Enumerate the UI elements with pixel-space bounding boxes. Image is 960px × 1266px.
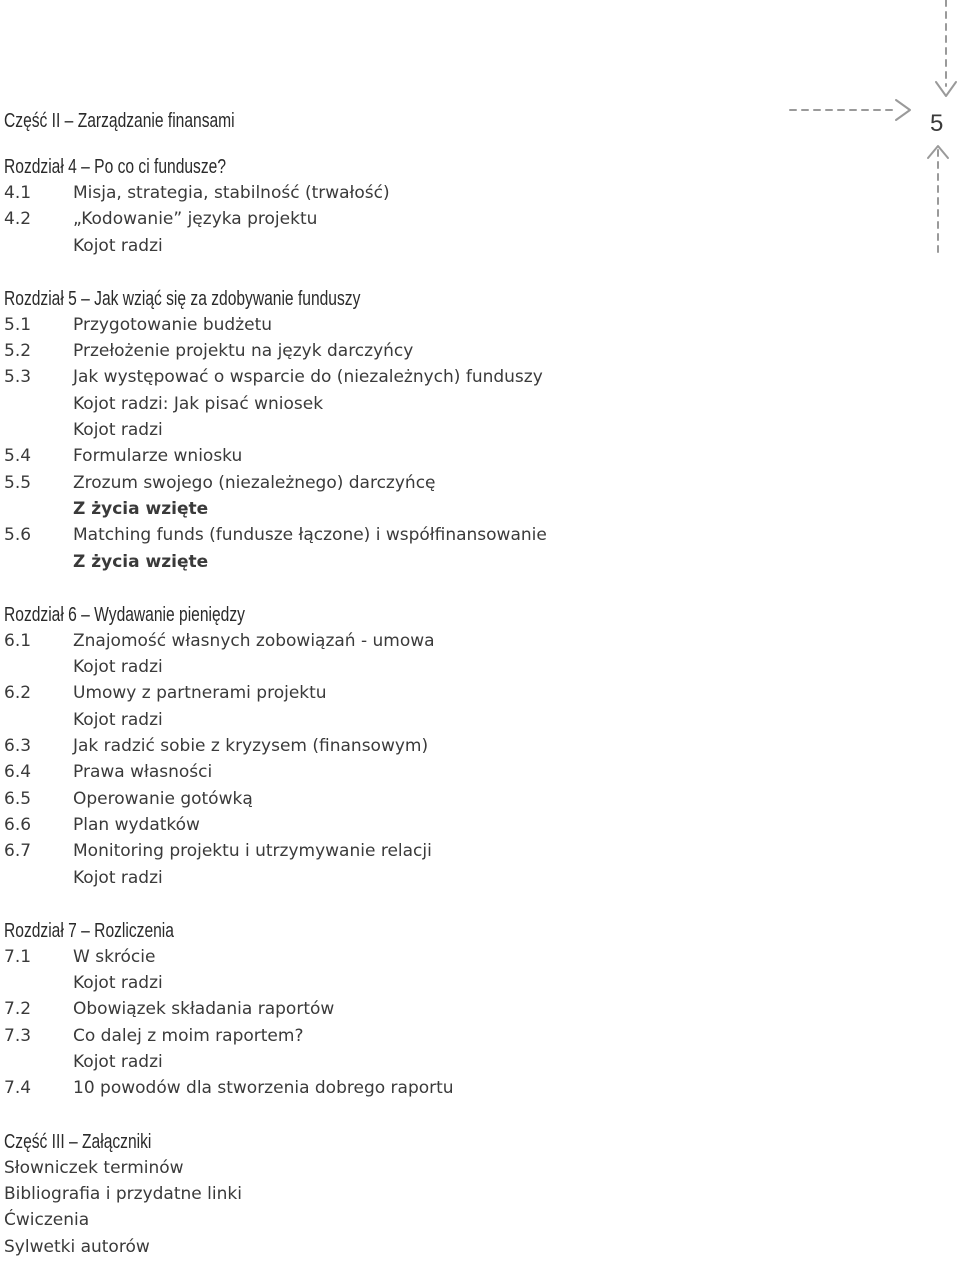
page-number: 5 xyxy=(930,110,944,137)
entry-title: Kojot radzi xyxy=(73,973,163,994)
entry-number: 5.3 xyxy=(4,367,32,388)
entry-number xyxy=(4,970,73,996)
toc-entry-4-kojot[interactable] xyxy=(4,233,764,259)
toc-entry-5-4[interactable] xyxy=(4,443,764,469)
entry-title: Misja, strategia, stabilność (trwałość) xyxy=(73,183,390,203)
entry-title: 10 powodów dla stworzenia dobrego raportu xyxy=(73,1078,454,1099)
part-3-title: Część III – Załączniki xyxy=(4,1130,152,1153)
entry-title: Co dalej z moim raportem? xyxy=(73,1025,304,1046)
entry-title: Znajomość własnych zobowiązań - umowa xyxy=(73,630,435,651)
dashed-arrow-right-icon xyxy=(896,100,910,120)
toc-entry-7-4[interactable] xyxy=(4,1075,764,1101)
chapter-7-section xyxy=(4,918,764,1102)
entry-number: 5.6 xyxy=(4,525,32,546)
chapter-6-section xyxy=(4,602,764,891)
entry-number: 7.1 xyxy=(4,946,32,967)
entry-number xyxy=(4,233,73,259)
toc-entry-sylwetki[interactable]: Sylwetki autorów xyxy=(4,1236,150,1257)
toc-entry-6-5[interactable] xyxy=(4,786,764,812)
entry-title: Kojot radzi xyxy=(73,657,163,678)
entry-title: Zrozum swojego (niezależnego) darczyńcę xyxy=(73,472,436,493)
toc-entry-6-7[interactable] xyxy=(4,838,764,864)
chapter-4-section xyxy=(4,154,764,259)
toc-entry-5-6-zycia[interactable] xyxy=(4,549,764,575)
table-of-contents xyxy=(4,108,764,1260)
entry-number xyxy=(4,391,73,417)
entry-title: Przełożenie projektu na język darczyńcy xyxy=(73,341,414,362)
entry-title: Kojot radzi xyxy=(73,235,163,256)
toc-entry-7-3-kojot[interactable] xyxy=(4,1049,764,1075)
toc-entry-6-7-kojot[interactable] xyxy=(4,865,764,891)
entry-number: 4.2 xyxy=(4,209,32,230)
entry-number xyxy=(4,1049,73,1075)
toc-entry-6-3[interactable] xyxy=(4,733,764,759)
entry-number xyxy=(4,417,73,443)
entry-number xyxy=(4,654,73,680)
toc-entry-5-5[interactable] xyxy=(4,470,764,496)
entry-number: 6.3 xyxy=(4,736,32,757)
toc-entry-5-3-kojot[interactable] xyxy=(4,417,764,443)
toc-entry-cwiczenia[interactable]: Ćwiczenia xyxy=(4,1210,90,1231)
entry-title: Operowanie gotówką xyxy=(73,788,253,809)
part-2-title: Część II – Zarządzanie finansami xyxy=(4,110,235,132)
part-3-section xyxy=(4,1129,764,1260)
entry-title: Prawa własności xyxy=(73,762,213,783)
toc-entry-7-1-kojot[interactable] xyxy=(4,970,764,996)
toc-entry-7-2[interactable] xyxy=(4,996,764,1022)
entry-number: 6.2 xyxy=(4,683,32,704)
toc-entry-5-6[interactable] xyxy=(4,522,764,548)
entry-title: W skrócie xyxy=(73,946,156,967)
entry-number xyxy=(4,865,73,891)
chapter-5-section xyxy=(4,286,764,575)
entry-title: Przygotowanie budżetu xyxy=(73,314,273,335)
entry-number: 5.5 xyxy=(4,472,32,493)
toc-entry-5-2[interactable] xyxy=(4,338,764,364)
entry-number xyxy=(4,707,73,733)
entry-number: 6.7 xyxy=(4,841,32,862)
entry-title: Z życia wzięte xyxy=(73,498,209,519)
toc-entry-7-1[interactable] xyxy=(4,944,764,970)
chapter-7-title: Rozdział 7 – Rozliczenia xyxy=(4,919,174,942)
entry-number: 6.5 xyxy=(4,788,32,809)
entry-title: Umowy z partnerami projektu xyxy=(73,683,327,704)
entry-number xyxy=(4,549,73,575)
toc-entry-6-2[interactable] xyxy=(4,680,764,706)
entry-title: Kojot radzi xyxy=(73,867,163,888)
entry-title: Z życia wzięte xyxy=(73,551,209,572)
entry-title: Plan wydatków xyxy=(73,814,200,835)
entry-number: 5.2 xyxy=(4,341,32,362)
chapter-5-title: Rozdział 5 – Jak wziąć się za zdobywanie funduszy xyxy=(4,287,361,310)
toc-entry-6-1[interactable] xyxy=(4,628,764,654)
toc-entry-4-2[interactable] xyxy=(4,206,764,232)
toc-entry-slowniczek[interactable]: Słowniczek terminów xyxy=(4,1157,184,1178)
toc-entry-6-6[interactable] xyxy=(4,812,764,838)
toc-entry-5-1[interactable] xyxy=(4,312,764,338)
toc-entry-7-3[interactable] xyxy=(4,1023,764,1049)
entry-number: 4.1 xyxy=(4,183,32,203)
entry-title: Kojot radzi xyxy=(73,1052,163,1073)
toc-entry-5-3-kojot-wniosek[interactable] xyxy=(4,391,764,417)
entry-number: 6.4 xyxy=(4,762,32,783)
entry-number xyxy=(4,496,73,522)
entry-title: Kojot radzi: Jak pisać wniosek xyxy=(73,393,324,414)
toc-entry-bibliografia[interactable]: Bibliografia i przydatne linki xyxy=(4,1183,242,1204)
entry-title: Matching funds (fundusze łączone) i współfinansowanie xyxy=(73,525,547,546)
toc-entry-5-5-zycia[interactable] xyxy=(4,496,764,522)
entry-title: Jak występować o wsparcie do (niezależnych) funduszy xyxy=(73,367,543,388)
entry-title: Jak radzić sobie z kryzysem (finansowym) xyxy=(73,736,429,757)
entry-title: „Kodowanie” języka projektu xyxy=(73,209,318,230)
entry-number: 6.1 xyxy=(4,630,32,651)
toc-entry-5-3[interactable] xyxy=(4,364,764,390)
toc-entry-6-1-kojot[interactable] xyxy=(4,654,764,680)
entry-number: 7.2 xyxy=(4,999,32,1020)
entry-title: Formularze wniosku xyxy=(73,446,243,467)
chapter-4-title: Rozdział 4 – Po co ci fundusze? xyxy=(4,156,226,178)
entry-title: Obowiązek składania raportów xyxy=(73,999,335,1020)
toc-entry-6-4[interactable] xyxy=(4,759,764,785)
chapter-6-title: Rozdział 6 – Wydawanie pieniędzy xyxy=(4,603,245,626)
entry-title: Monitoring projektu i utrzymywanie relacji xyxy=(73,841,432,862)
entry-number: 7.3 xyxy=(4,1025,32,1046)
entry-number: 5.4 xyxy=(4,446,32,467)
part-2-section xyxy=(4,108,764,134)
entry-title: Kojot radzi xyxy=(73,420,163,441)
toc-entry-4-1[interactable] xyxy=(4,180,764,206)
toc-entry-6-2-kojot[interactable] xyxy=(4,707,764,733)
entry-number: 7.4 xyxy=(4,1078,32,1099)
entry-title: Kojot radzi xyxy=(73,709,163,730)
entry-number: 6.6 xyxy=(4,814,32,835)
entry-number: 5.1 xyxy=(4,314,32,335)
